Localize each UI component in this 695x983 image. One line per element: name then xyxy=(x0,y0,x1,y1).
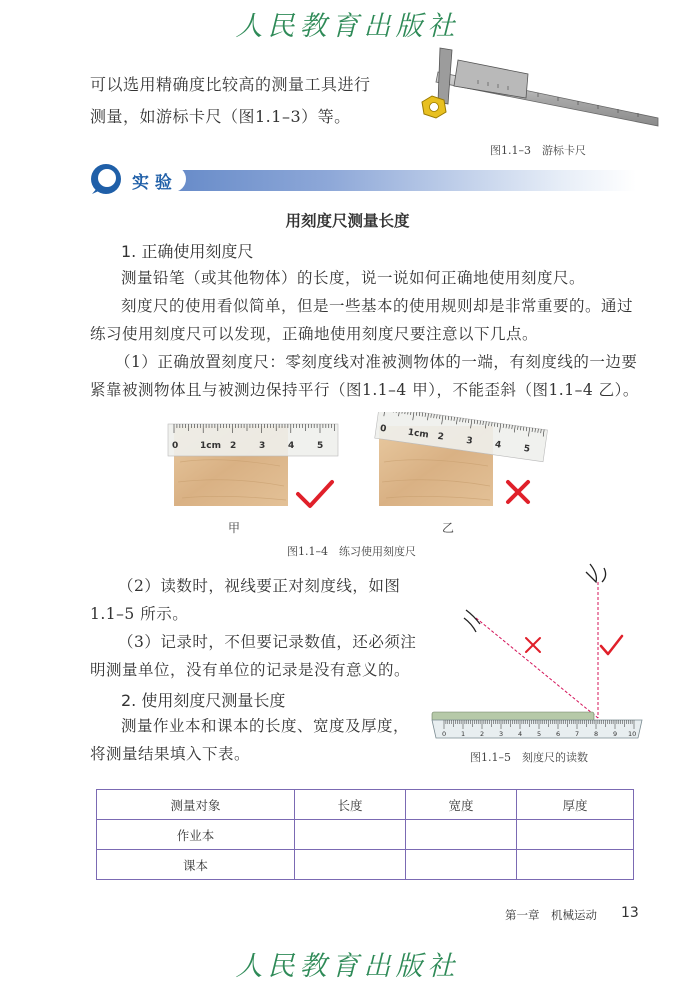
table-header-cell: 宽度 xyxy=(406,790,517,820)
ruler-left-label: 0 xyxy=(172,441,179,451)
p6-line-2: 将测量结果填入下表。 xyxy=(90,745,251,763)
fig14-label-yi: 乙 xyxy=(442,521,455,535)
ruler-bottom-label: 10 xyxy=(628,730,637,738)
paragraph-3 xyxy=(90,348,650,404)
check-mark-icon xyxy=(601,636,622,654)
eye-icon xyxy=(464,610,480,632)
experiment-banner xyxy=(88,163,636,195)
ruler-right-label: 1cm xyxy=(407,427,430,441)
paragraph-4 xyxy=(90,572,430,628)
ruler-right-label: 2 xyxy=(436,431,445,443)
table-cell-object: 课本 xyxy=(97,850,295,880)
p5-line-1: （3）记录时，不但要记录数值，还必须注 xyxy=(118,633,417,651)
check-mark-icon xyxy=(298,482,332,506)
table-cell-width[interactable] xyxy=(406,850,517,880)
speech-bubble-icon xyxy=(88,163,124,195)
ruler-left-label: 3 xyxy=(259,441,266,451)
ruler-left-label: 5 xyxy=(317,441,324,451)
ruler-right-label: 5 xyxy=(522,443,531,455)
ruler-bottom-label: 6 xyxy=(556,730,561,738)
ruler-bottom-label: 0 xyxy=(442,730,447,738)
ruler-bottom-label: 3 xyxy=(499,730,504,738)
ruler-bottom-label: 7 xyxy=(575,730,580,738)
p6-line-1: 测量作业本和课本的长度、宽度及厚度， xyxy=(121,717,410,735)
ruler-left-label: 1cm xyxy=(200,441,221,451)
oblique-sightline xyxy=(476,618,598,718)
table-cell-length[interactable] xyxy=(295,820,406,850)
experiment-title: 用刻度尺测量长度 xyxy=(285,212,410,230)
ruler-right-label: 3 xyxy=(465,435,474,447)
p4-line-2: 1.1–5 所示。 xyxy=(90,605,189,623)
p5-line-2: 明测量单位，没有单位的记录是没有意义的。 xyxy=(90,661,411,679)
paragraph-1: 测量铅笔（或其他物体）的长度，说一说如何正确地使用刻度尺。 xyxy=(121,269,586,287)
ruler-left xyxy=(168,424,338,456)
table-cell-thickness[interactable] xyxy=(517,820,634,850)
intro-line-1: 可以选用精确度比较高的测量工具进行 xyxy=(90,75,371,94)
intro-paragraph xyxy=(90,69,371,133)
ruler-right-label: 0 xyxy=(379,423,387,435)
fig14-illustration xyxy=(160,412,560,512)
banner-gradient-bar xyxy=(126,170,636,191)
footer-chapter: 第一章 机械运动 xyxy=(505,908,597,922)
publisher-watermark-top: 人民教育出版社 xyxy=(235,11,460,42)
heading-measure-length: 2. 使用刻度尺测量长度 xyxy=(121,691,286,710)
table-row xyxy=(97,850,634,880)
p3-line-1: （1）正确放置刻度尺：零刻度线对准被测物体的一端，有刻度线的一边要 xyxy=(115,353,638,371)
table-cell-length[interactable] xyxy=(295,850,406,880)
table-header-cell: 长度 xyxy=(295,790,406,820)
fig14-label-jia: 甲 xyxy=(228,521,241,535)
table-header-row xyxy=(97,790,634,820)
ruler-bottom-label: 1 xyxy=(461,730,466,738)
paragraph-6 xyxy=(90,712,430,768)
ruler-right-label: 4 xyxy=(494,439,502,451)
cross-mark-icon xyxy=(508,482,528,502)
page-number: 13 xyxy=(621,905,639,921)
heading-correct-use: 1. 正确使用刻度尺 xyxy=(121,242,254,261)
intro-line-2: 测量，如游标卡尺（图1.1–3）等。 xyxy=(90,107,351,126)
section-label: 实 验 xyxy=(132,173,172,193)
fig14-caption: 图1.1–4 练习使用刻度尺 xyxy=(287,545,416,558)
p4-line-1: （2）读数时，视线要正对刻度线，如图 xyxy=(118,577,401,595)
table-cell-object: 作业本 xyxy=(97,820,295,850)
table-row xyxy=(97,820,634,850)
publisher-watermark-bottom: 人民教育出版社 xyxy=(235,951,460,982)
p2-line-2: 练习使用刻度尺可以发现，正确地使用刻度尺要注意以下几点。 xyxy=(90,325,539,343)
table-cell-width[interactable] xyxy=(406,820,517,850)
p3-line-2: 紧靠被测物体且与被测边保持平行（图1.1–4 甲），不能歪斜（图1.1–4 乙）。 xyxy=(90,381,639,399)
table-header-cell: 测量对象 xyxy=(97,790,295,820)
fig15-illustration xyxy=(428,560,650,745)
vernier-caliper-illustration xyxy=(418,40,668,140)
p2-line-1: 刻度尺的使用看似简单，但是一些基本的使用规则却是非常重要的。通过 xyxy=(121,297,634,315)
paragraph-2 xyxy=(90,292,650,348)
ruler-left-label: 4 xyxy=(288,441,295,451)
paragraph-5 xyxy=(90,628,430,684)
ruler-bottom-label: 5 xyxy=(537,730,542,738)
table-header-cell: 厚度 xyxy=(517,790,634,820)
eye-icon xyxy=(586,564,606,582)
fig13-caption: 图1.1–3 游标卡尺 xyxy=(490,144,586,157)
table-cell-thickness[interactable] xyxy=(517,850,634,880)
ruler-left-label: 2 xyxy=(230,441,237,451)
measurement-table xyxy=(96,789,634,880)
cross-mark-icon xyxy=(526,638,540,652)
ruler-bottom-label: 8 xyxy=(594,730,599,738)
ruler-bottom-label: 4 xyxy=(518,730,523,738)
ruler-bottom-label: 2 xyxy=(480,730,485,738)
fig15-caption: 图1.1–5 刻度尺的读数 xyxy=(470,751,588,764)
ruler-bottom-label: 9 xyxy=(613,730,618,738)
